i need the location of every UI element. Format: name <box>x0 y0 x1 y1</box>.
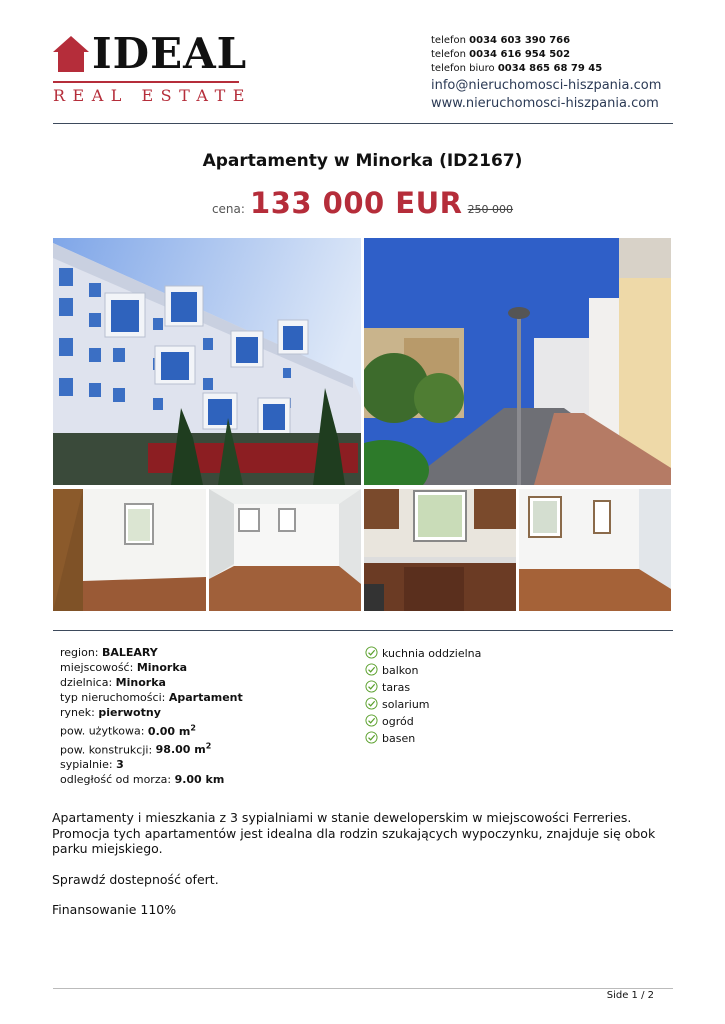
detail-sea-distance: odległość od morza: 9.00 km <box>60 773 225 787</box>
feature-item: balkon <box>365 662 481 679</box>
contact-phone-2: telefon 0034 616 954 502 <box>431 49 571 60</box>
check-circle-icon <box>365 731 378 744</box>
phone-number[interactable]: 0034 603 390 766 <box>469 35 571 46</box>
header-divider <box>53 123 673 124</box>
description <box>52 810 672 933</box>
photo-street[interactable] <box>364 238 671 485</box>
logo-divider <box>53 81 239 83</box>
detail-town: miejscowość: Minorka <box>60 661 188 674</box>
photo-room-1[interactable] <box>53 489 206 611</box>
logo-subtitle: REAL ESTATE <box>53 86 252 105</box>
listing-title: Apartamenty w Minorka (ID2167) <box>202 151 523 171</box>
logo-wordmark: IDEAL <box>92 29 248 78</box>
page-number: Side 1 / 2 <box>606 990 654 1001</box>
feature-list <box>365 645 481 747</box>
logo-house-icon <box>53 36 89 72</box>
detail-construction-area: pow. konstrukcji: 98.00 $m^2$ <box>60 741 212 757</box>
description-paragraph: Sprawdź dostepność ofert. <box>52 871 219 887</box>
feature-item: taras <box>365 679 481 696</box>
contact-phone-office: telefon biuro 0034 865 68 79 45 <box>431 63 603 74</box>
photo-building[interactable] <box>53 238 361 485</box>
section-divider <box>53 630 673 631</box>
feature-item: basen <box>365 730 481 747</box>
contact-website-link[interactable]: www.nieruchomosci-hiszpania.com <box>431 96 659 111</box>
check-circle-icon <box>365 663 378 676</box>
check-circle-icon <box>365 697 378 710</box>
photo-room-2[interactable] <box>209 489 361 611</box>
price-row <box>0 186 725 220</box>
feature-item: kuchnia oddzielna <box>365 645 481 662</box>
check-circle-icon <box>365 646 378 659</box>
detail-region: region: BALEARY <box>60 646 158 659</box>
phone-number[interactable]: 0034 616 954 502 <box>469 49 571 60</box>
price-label: cena: <box>211 202 245 216</box>
check-circle-icon <box>365 714 378 727</box>
check-circle-icon <box>365 680 378 693</box>
detail-district: dzielnica: Minorka <box>60 676 166 689</box>
photo-kitchen[interactable] <box>364 489 516 611</box>
footer-divider <box>53 988 673 989</box>
price-value: 133 000 EUR <box>250 186 463 220</box>
contact-phone-1: telefon 0034 603 390 766 <box>431 35 571 46</box>
feature-item: solarium <box>365 696 481 713</box>
phone-number[interactable]: 0034 865 68 79 45 <box>497 63 603 74</box>
feature-item: ogród <box>365 713 481 730</box>
detail-market: rynek: pierwotny <box>60 706 161 719</box>
detail-usable-area: pow. użytkowa: 0.00 $m^2$ <box>60 723 196 738</box>
old-price: 250 000 <box>467 203 514 216</box>
property-details <box>60 645 243 787</box>
contact-email-link[interactable]: info@nieruchomosci-hiszpania.com <box>431 78 662 93</box>
photo-room-3[interactable] <box>519 489 671 611</box>
detail-property-type: typ nieruchomości: Apartament <box>60 691 243 704</box>
description-paragraph: Finansowanie 110% <box>52 902 177 917</box>
description-paragraph: Apartamenty i mieszkania z 3 sypialniami w stanie deweloperskim w miejscowości Ferreries. Promocja tych apartamentów jest idealna dla rodzin szukających wypoczynku, znajduje się obok parku miejskiego. <box>52 810 656 856</box>
detail-bedrooms: sypialnie: 3 <box>60 758 124 772</box>
